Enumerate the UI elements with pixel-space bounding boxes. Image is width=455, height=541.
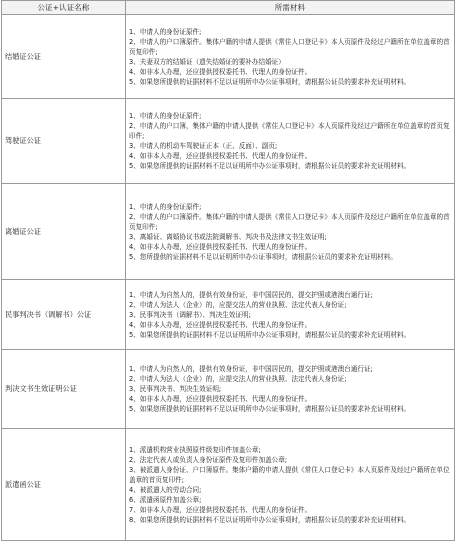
material-line: 3、民事判决书、判决生效证明; xyxy=(129,385,222,393)
material-line: 2、申请人的户口簿原件。集体户籍的申请人提供《常住人口登记卡》本人页原件及经过户籍所在单位盖章的首页复印件; xyxy=(129,212,450,231)
material-line: 4、如非本人办理，还应提供授权委托书、代理人的身份证件。 xyxy=(129,152,312,160)
material-line: 6、派遣函原件加盖公章; xyxy=(129,495,202,504)
name-column-header: 公证+认证名称 xyxy=(2,1,126,15)
material-line: 1、派遣机构营业执照原件级复印件加盖公章; xyxy=(129,445,261,454)
material-line: 2、申请人为法人（企业）的，应提交法人的营业执照、法定代表人身份证; xyxy=(129,300,347,309)
row-name: 判决文书生效证明公证 xyxy=(2,350,126,429)
material-line: 4、如非本人办理，还应提供授权委托书、代理人的身份证件。 xyxy=(129,320,312,329)
materials-column-header: 所需材料 xyxy=(126,1,455,15)
material-line: 1、申请人为自然人的，提供有效身份证，非中国居民的，提交护照或港澳台通行证; xyxy=(129,290,373,299)
table-row xyxy=(2,280,455,350)
material-line: 8、如果您所提供的证据材料不足以证明所申办公证事项时，请根据公证员的要求补充证明材料。 xyxy=(129,515,411,524)
material-line: 1、申请人的身份证原件; xyxy=(129,27,202,36)
material-line: 4、如非本人办理，还应提供授权委托书、代理人的身份证件。 xyxy=(129,242,312,251)
row-name: 民事判决书（调解书）公证 xyxy=(2,280,126,350)
material-line: 3、民事判决书（调解书）、判决生效证明; xyxy=(129,310,251,319)
material-line: 2、法定代表人或负责人身份证原件及复印件加盖公章; xyxy=(129,455,288,464)
material-line: 5、如果您所提供的证据材料不足以证明所申办公证事项时，请根据公证员的要求补充证明材料。 xyxy=(129,162,411,170)
table-row xyxy=(2,15,455,99)
table-row xyxy=(2,99,455,184)
material-line: 4、如非本人办理，还应提供授权委托书、代理人的身份证件。 xyxy=(129,395,312,403)
row-materials xyxy=(126,429,455,541)
material-line: 4、如非本人办理，还应提供授权委托书、代理人的身份证件。 xyxy=(129,67,312,76)
row-materials xyxy=(126,280,455,350)
material-line: 5、如果您所提供的证据材料不足以证明所申办公证事项时，请根据公证员的要求补充证明材料。 xyxy=(129,330,411,339)
material-line: 3、离婚证、离婚协议书或法院调解书、判决书及法律文书生效证明; xyxy=(129,232,327,241)
material-line: 1、申请人的身份证原件; xyxy=(129,202,202,211)
material-line: 1、申请人的身份证原件; xyxy=(129,112,202,120)
material-line: 3、被派遣人身份证、户口簿原件。集体户籍的申请人提供《常住人口登记卡》本人页原件及经过户籍所在单位盖章的首页复印件; xyxy=(129,465,450,484)
material-line: 4、被派遣人的劳动合同; xyxy=(129,485,202,494)
material-line: 7、如非本人办理，还应提供授权委托书、代理人的身份证件。 xyxy=(129,505,312,514)
table-row xyxy=(2,350,455,429)
row-materials xyxy=(126,350,455,429)
material-line: 1、申请人为自然人的，提供有效身份证，非中国居民的，提交护照或港澳台通行证; xyxy=(129,365,373,373)
row-name: 派遣函公证 xyxy=(2,429,126,541)
row-materials xyxy=(126,99,455,184)
material-line: 2、申请人为法人（企业）的，应提交法人的营业执照、法定代表人身份证; xyxy=(129,375,347,383)
material-line: 2、申请人的户口簿，集体户籍的申请人提供《常住人口登记卡》本人页原件及经过户籍所在单位盖章的首页复印件; xyxy=(129,122,450,140)
table-header-row xyxy=(2,1,455,15)
row-materials xyxy=(126,15,455,99)
row-materials xyxy=(126,184,455,280)
row-name: 离婚证公证 xyxy=(2,184,126,280)
row-name: 结婚证公证 xyxy=(2,15,126,99)
material-line: 3、申请人的机动车驾驶证正本（正、反面）、副页; xyxy=(129,142,278,150)
material-line: 5、您所提供的证据材料不足以证明所申办公证事项时，请根据公证员的要求补充证明材料。 xyxy=(129,252,397,261)
table-row xyxy=(2,184,455,280)
table-row xyxy=(2,429,455,541)
material-line: 2、申请人的户口簿原件。集体户籍的申请人提供《常住人口登记卡》本人页原件及经过户籍所在单位盖章的首页复印件; xyxy=(129,37,450,56)
material-line: 5、如果您所提供的证据材料不足以证明所申办公证事项时，请根据公证员的要求补充证明材料。 xyxy=(129,77,411,86)
requirements-table xyxy=(1,0,455,541)
material-line: 5、如果您所提供的证据材料不足以证明所申办公证事项时，请根据公证员的要求补充证明材料。 xyxy=(129,405,411,413)
row-name: 驾驶证公证 xyxy=(2,99,126,184)
material-line: 3、夫妻双方的结婚证（遗失结婚证的要补办结婚证） xyxy=(129,57,285,66)
